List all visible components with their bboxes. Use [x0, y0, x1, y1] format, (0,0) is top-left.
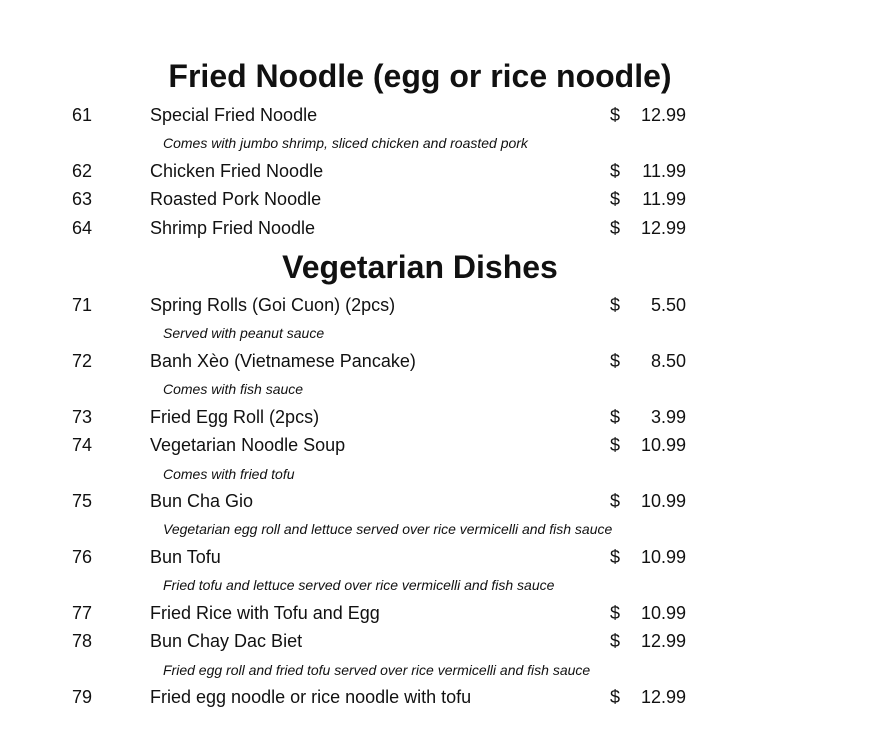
- item-price: 11.99: [642, 189, 686, 209]
- item-price: 8.50: [650, 351, 686, 371]
- item-name: Spring Rolls (Goi Cuon) (2pcs): [150, 295, 396, 315]
- currency-symbol: $: [610, 547, 621, 567]
- item-number: 75: [72, 491, 93, 511]
- currency-symbol: $: [610, 435, 621, 455]
- currency-symbol: $: [610, 161, 621, 181]
- item-price: 5.50: [650, 295, 686, 315]
- currency-symbol: $: [610, 351, 621, 371]
- menu-item-77: [0, 599, 872, 627]
- currency-symbol: $: [610, 631, 621, 651]
- menu-item-62: [0, 157, 872, 185]
- item-name: Roasted Pork Noodle: [150, 189, 322, 209]
- item-price: 12.99: [640, 105, 686, 125]
- currency-symbol: $: [610, 189, 621, 209]
- menu-item-64: [0, 214, 872, 242]
- item-name: Special Fried Noodle: [150, 105, 318, 125]
- currency-symbol: $: [610, 105, 621, 125]
- currency-symbol: $: [610, 687, 621, 707]
- item-description: Fried egg roll and fried tofu served over rice vermicelli and fish sauce: [163, 662, 591, 678]
- item-description: Served with peanut sauce: [163, 325, 325, 341]
- item-price: 12.99: [640, 631, 686, 651]
- menu-item-61: [0, 101, 872, 129]
- item-price: 10.99: [640, 603, 686, 623]
- item-price: 10.99: [640, 547, 686, 567]
- item-description: Fried tofu and lettuce served over rice vermicelli and fish sauce: [163, 577, 555, 593]
- item-name: Fried Rice with Tofu and Egg: [150, 603, 380, 623]
- item-name: Fried egg noodle or rice noodle with tofu: [150, 687, 472, 707]
- menu-item-73: [0, 403, 872, 431]
- item-price: 12.99: [640, 687, 686, 707]
- menu-item-74: [0, 431, 872, 459]
- menu-item-76: [0, 543, 872, 571]
- menu-item-75: [0, 487, 872, 515]
- item-description: Comes with fish sauce: [163, 381, 304, 397]
- item-name: Fried Egg Roll (2pcs): [150, 407, 320, 427]
- item-number: 73: [72, 407, 93, 427]
- section-title-vegetarian: Vegetarian Dishes: [282, 249, 558, 285]
- item-number: 72: [72, 351, 93, 371]
- item-number: 71: [72, 295, 93, 315]
- menu-item-79: [0, 683, 872, 711]
- item-name: Bun Chay Dac Biet: [150, 631, 303, 651]
- item-number: 76: [72, 547, 93, 567]
- item-number: 64: [72, 218, 93, 238]
- menu-item-72: [0, 347, 872, 375]
- menu-item-78: [0, 627, 872, 655]
- item-number: 63: [72, 189, 93, 209]
- item-name: Shrimp Fried Noodle: [150, 218, 316, 238]
- currency-symbol: $: [610, 603, 621, 623]
- currency-symbol: $: [610, 218, 621, 238]
- currency-symbol: $: [610, 295, 621, 315]
- item-number: 78: [72, 631, 93, 651]
- item-number: 61: [72, 105, 93, 125]
- menu-item-63: [0, 185, 872, 213]
- menu-item-71: [0, 291, 872, 319]
- currency-symbol: $: [610, 491, 621, 511]
- item-name: Vegetarian Noodle Soup: [150, 435, 346, 455]
- item-name: Chicken Fried Noodle: [150, 161, 324, 181]
- item-number: 74: [72, 435, 93, 455]
- item-number: 77: [72, 603, 93, 623]
- item-price: 11.99: [642, 161, 686, 181]
- item-price: 10.99: [640, 491, 686, 511]
- item-description: Vegetarian egg roll and lettuce served over rice vermicelli and fish sauce: [163, 521, 613, 537]
- item-price: 12.99: [640, 218, 686, 238]
- item-name: Bun Tofu: [150, 547, 221, 567]
- item-description: Comes with jumbo shrimp, sliced chicken and roasted pork: [163, 135, 528, 151]
- item-number: 79: [72, 687, 93, 707]
- item-description: Comes with fried tofu: [163, 466, 295, 482]
- item-name: Bun Cha Gio: [150, 491, 254, 511]
- item-name: Banh Xèo (Vietnamese Pancake): [150, 351, 416, 371]
- item-number: 62: [72, 161, 93, 181]
- section-title-fried-noodle: Fried Noodle (egg or rice noodle): [168, 58, 672, 94]
- currency-symbol: $: [610, 407, 621, 427]
- item-price: 3.99: [650, 407, 686, 427]
- item-price: 10.99: [640, 435, 686, 455]
